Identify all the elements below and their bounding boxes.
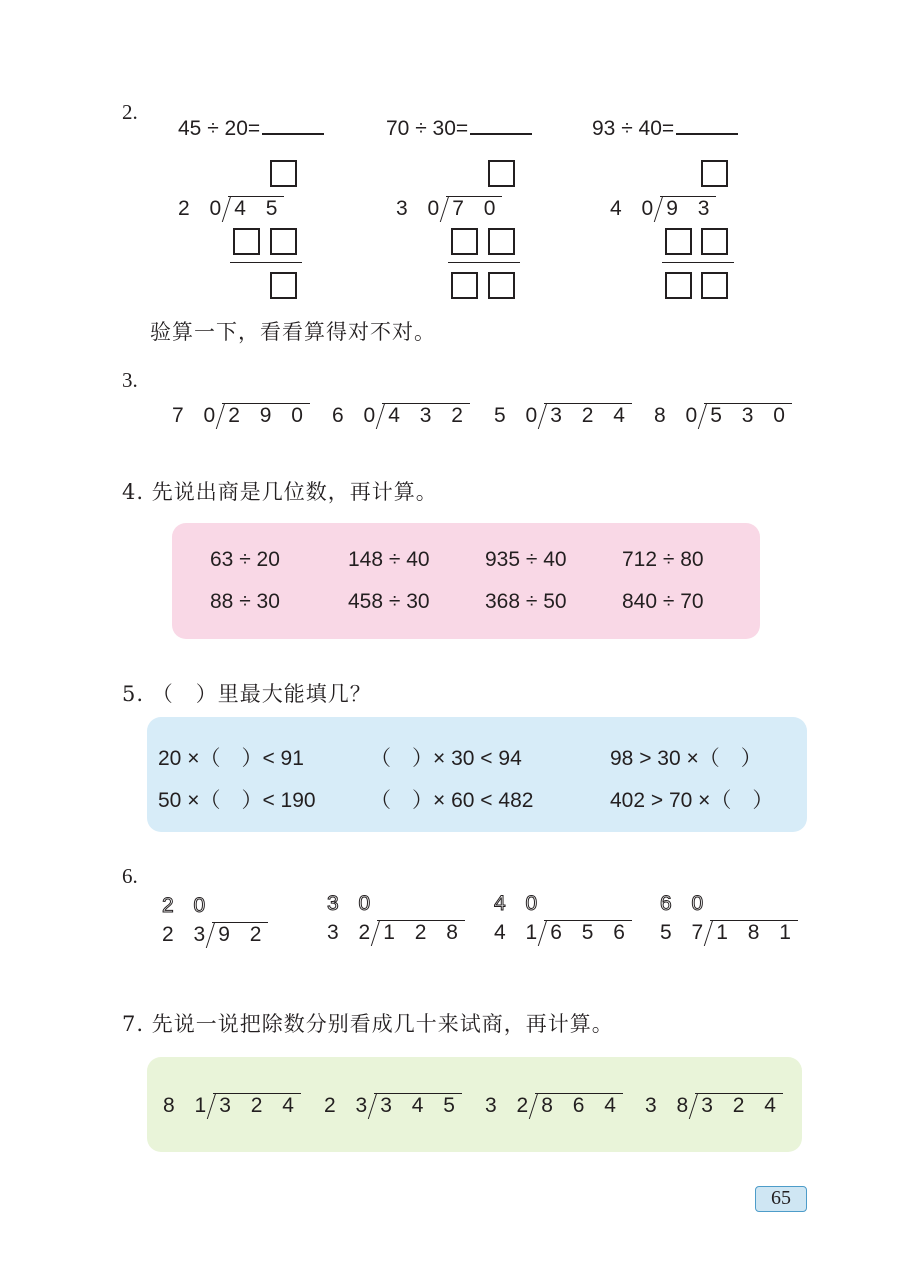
q2-number: 2. [122,100,138,124]
product-box[interactable] [270,228,297,255]
q2-division-1: 2 0 4 5 [178,197,285,220]
q3-number: 3. [122,368,138,392]
q7-division-4: 3 8 3 2 4 [645,1094,783,1117]
q7-division-3: 3 2 8 6 4 [485,1094,623,1117]
q6-division-3: 4 1 6 5 6 [494,921,632,944]
q6-division-2: 3 2 1 2 8 [327,921,465,944]
q3-division-2: 6 0 4 3 2 [332,404,470,427]
q7-title: 7. 先说一说把除数分别看成几十来试商，再计算。 [122,1012,614,1036]
q5-expression: （ ）× 30 < 94 [370,747,522,770]
q4-expression: 935 ÷ 40 [485,548,567,571]
q2-note: 验算一下，看看算得对不对。 [150,320,436,344]
answer-blank[interactable] [676,115,738,135]
q4-exercise-panel [172,523,760,639]
product-box[interactable] [451,228,478,255]
q4-expression: 840 ÷ 70 [622,590,704,613]
q4-expression: 88 ÷ 30 [210,590,280,613]
remainder-box[interactable] [488,272,515,299]
q5-exercise-panel [147,717,807,832]
q4-expression: 458 ÷ 30 [348,590,430,613]
q3-division-4: 8 0 5 3 0 [654,404,792,427]
q4-title: 4. 先说出商是几位数，再计算。 [122,480,438,504]
answer-blank[interactable] [262,115,324,135]
q5-title: 5. （ ）里最大能填几？ [122,682,372,706]
quotient-box[interactable] [488,160,515,187]
q5-expression: 98 > 30 ×（ ） [610,747,762,770]
quotient-box[interactable] [701,160,728,187]
trial-quotient: 6 0 [660,892,711,915]
remainder-box[interactable] [270,272,297,299]
q5-expression: 402 > 70 ×（ ） [610,789,774,812]
q4-expression: 712 ÷ 80 [622,548,704,571]
product-box[interactable] [665,228,692,255]
q2-division-2: 3 0 7 0 [396,197,503,220]
q6-division-4: 5 7 1 8 1 [660,921,798,944]
q5-expression: 50 ×（ ）< 190 [158,789,316,812]
subtraction-line [662,262,734,263]
q2-division-3: 4 0 9 3 [610,197,717,220]
q5-expression: （ ）× 60 < 482 [370,789,534,812]
q3-division-3: 5 0 3 2 4 [494,404,632,427]
remainder-box[interactable] [665,272,692,299]
product-box[interactable] [233,228,260,255]
q7-division-1: 8 1 3 2 4 [163,1094,301,1117]
trial-quotient: 3 0 [327,892,378,915]
product-box[interactable] [701,228,728,255]
remainder-box[interactable] [701,272,728,299]
q7-division-2: 2 3 3 4 5 [324,1094,462,1117]
remainder-box[interactable] [451,272,478,299]
page-number: 65 [755,1186,807,1212]
q6-number: 6. [122,864,138,888]
q3-division-1: 7 0 2 9 0 [172,404,310,427]
q4-expression: 148 ÷ 40 [348,548,430,571]
product-box[interactable] [488,228,515,255]
q4-expression: 368 ÷ 50 [485,590,567,613]
q2-equation-2: 70 ÷ 30= [386,115,532,141]
q2-equation-3: 93 ÷ 40= [592,115,738,141]
trial-quotient: 2 0 [162,894,213,917]
q2-equation-1: 45 ÷ 20= [178,115,324,141]
subtraction-line [230,262,302,263]
subtraction-line [448,262,520,263]
trial-quotient: 4 0 [494,892,545,915]
quotient-box[interactable] [270,160,297,187]
q5-expression: 20 ×（ ）< 91 [158,747,304,770]
answer-blank[interactable] [470,115,532,135]
q6-division-1: 2 3 9 2 [162,923,269,946]
q4-expression: 63 ÷ 20 [210,548,280,571]
